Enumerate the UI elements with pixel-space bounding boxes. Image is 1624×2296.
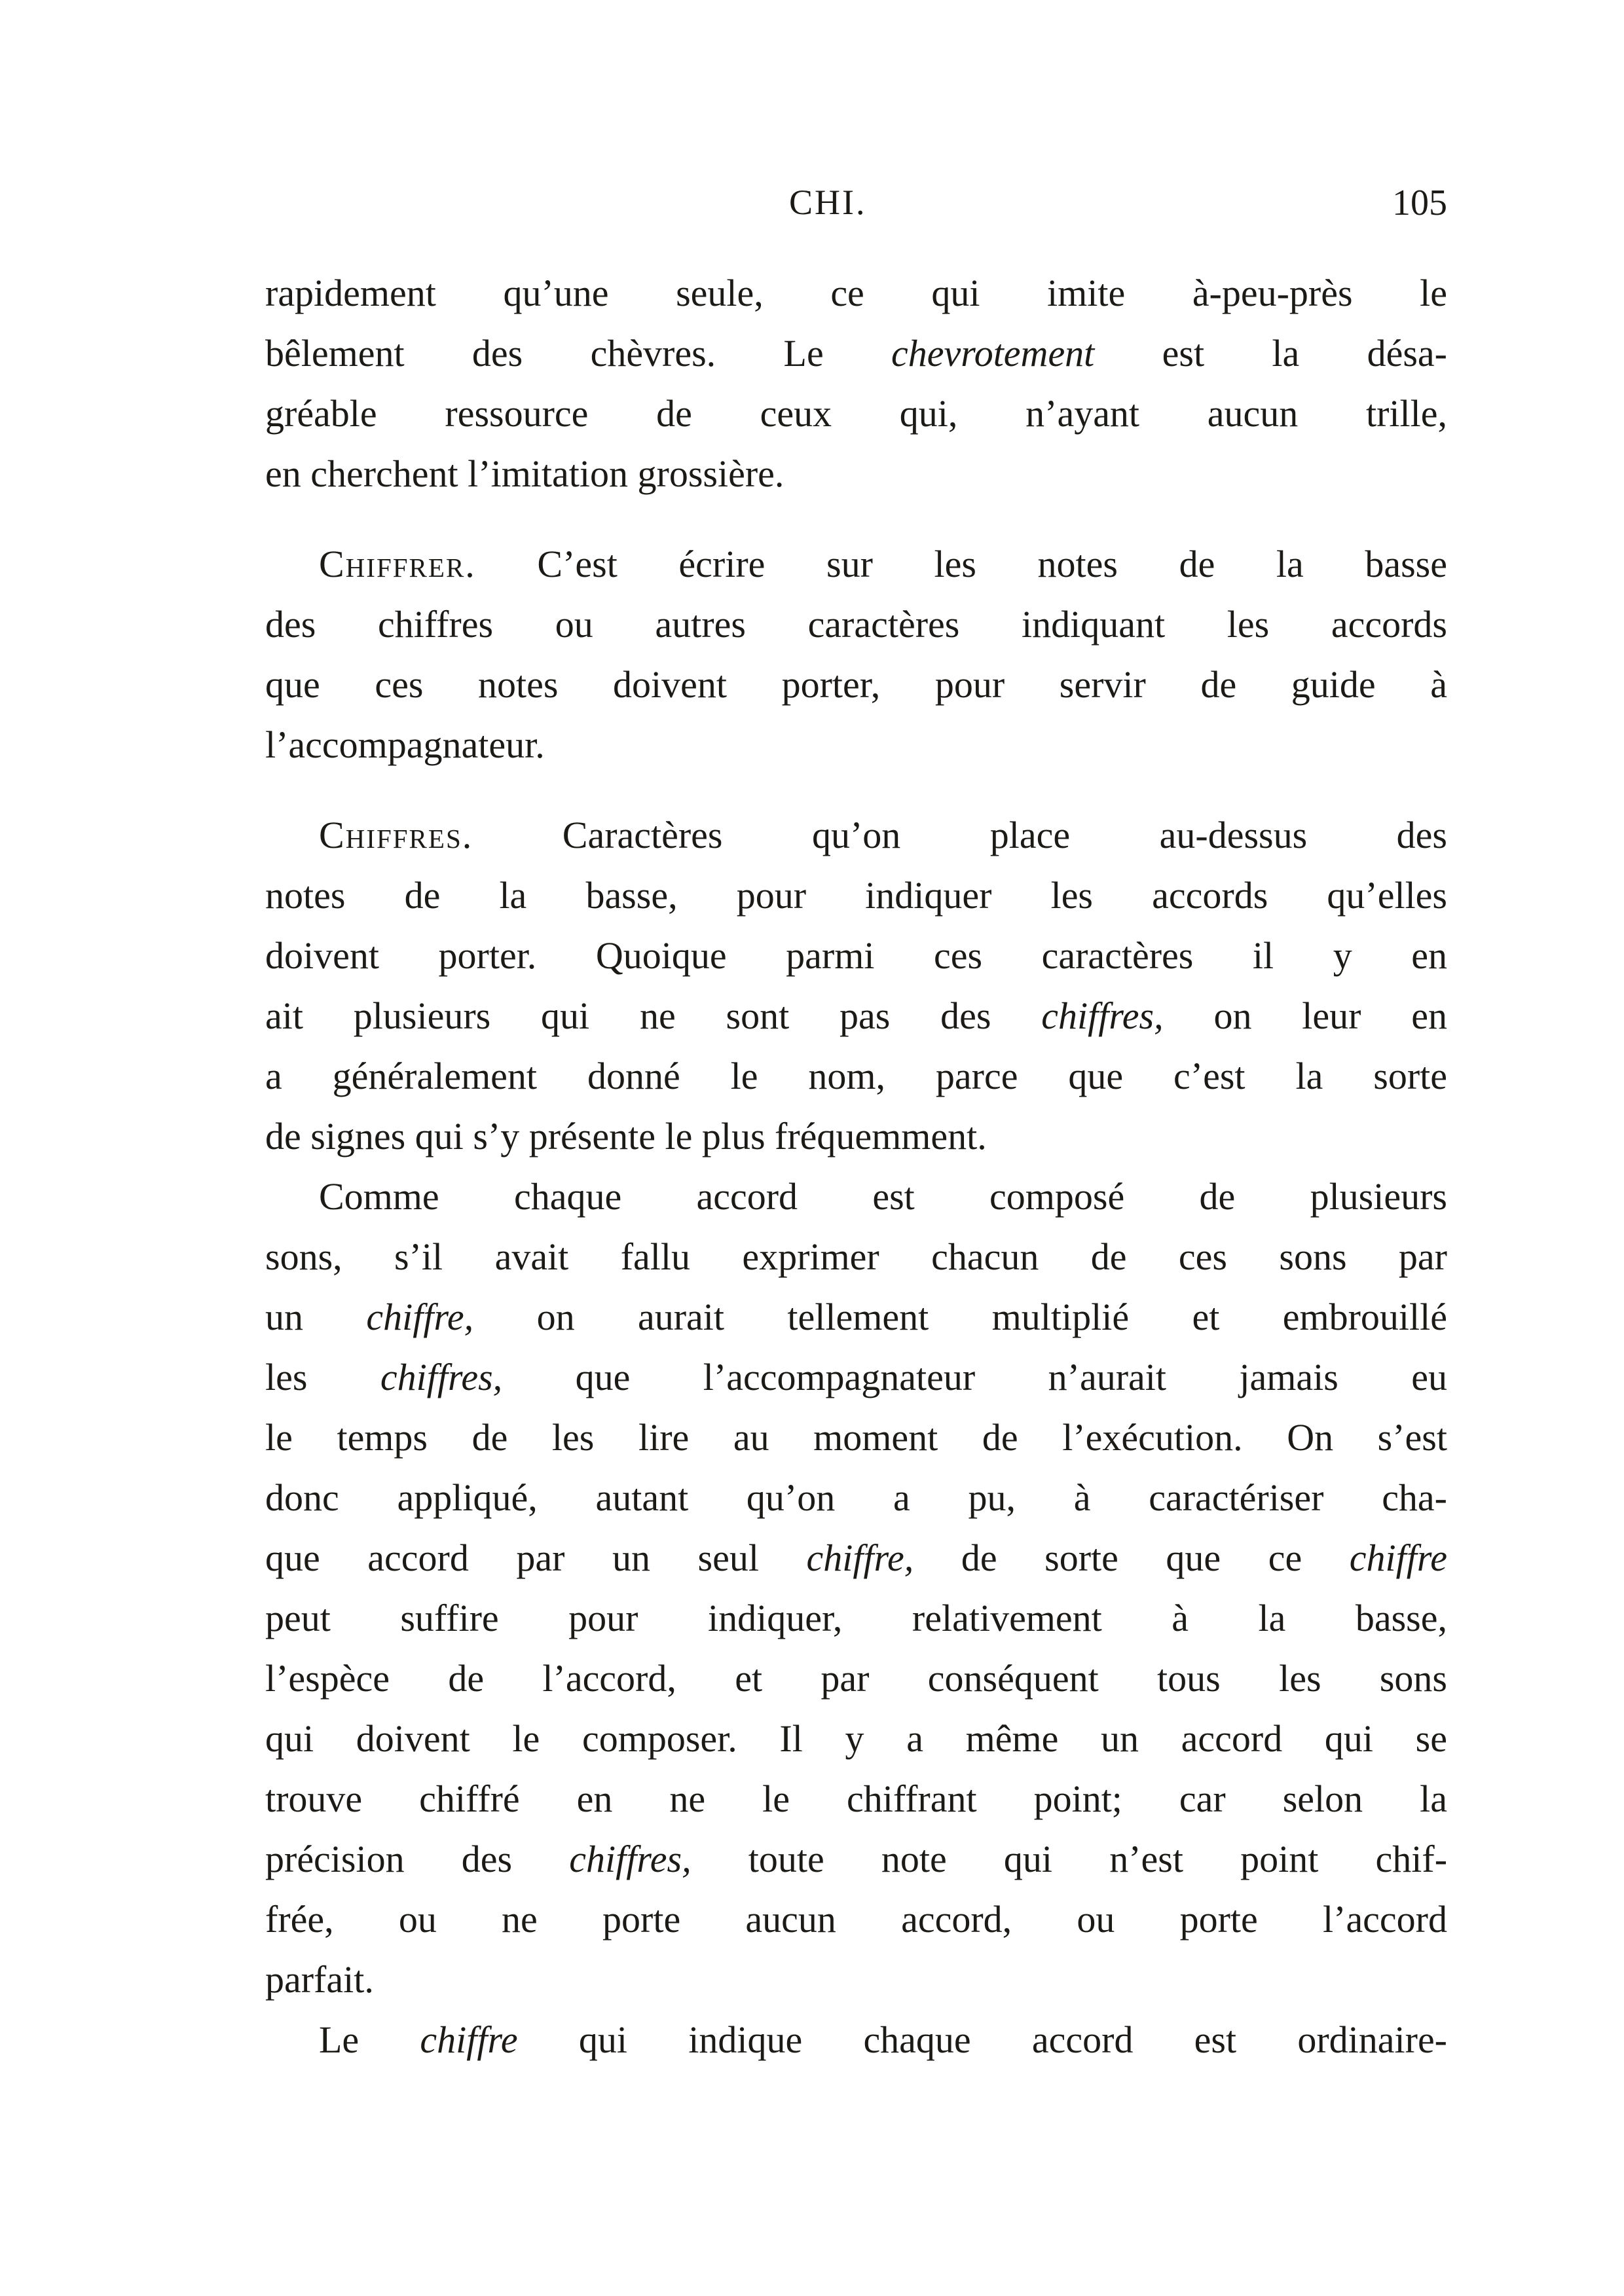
text-line: [265, 1588, 1447, 1649]
text-line: [265, 1106, 1447, 1167]
italic-term: chevrotement: [891, 332, 1095, 374]
text-line: [265, 1167, 1447, 1227]
text-line: [265, 1769, 1447, 1829]
text-line: [265, 1468, 1447, 1528]
text-line: [265, 323, 1447, 384]
line-text: des chiffres ou autres caractères indiquant les accords: [265, 603, 1447, 646]
line-text: ait plusieurs qui ne sont pas des chiffres, on leur en: [265, 994, 1447, 1037]
page-number: 105: [1392, 183, 1447, 223]
line-text: précision des chiffres, toute note qui n’est point chif-: [265, 1838, 1448, 1880]
text-line: [265, 805, 1447, 866]
entry-headword: Chiffres.: [319, 814, 473, 856]
text-line: [265, 866, 1447, 926]
running-head: CHI.: [789, 183, 867, 222]
text-line: [265, 1709, 1447, 1769]
italic-term: chiffres,: [569, 1838, 692, 1880]
line-text: Comme chaque accord est composé de plusieurs: [319, 1175, 1447, 1218]
text-line: [265, 1408, 1447, 1468]
page-header: [265, 182, 1447, 228]
text-line: [265, 444, 1447, 504]
entry-headword: Chiffrer.: [319, 543, 476, 585]
text-line: [265, 1347, 1447, 1408]
line-text: un chiffre, on aurait tellement multiplié et embrouillé: [265, 1296, 1448, 1338]
text-line: [265, 384, 1447, 444]
line-text: donc appliqué, autant qu’on a pu, à caractériser cha-: [265, 1476, 1447, 1519]
line-text: qui doivent le composer. Il y a même un accord qui se: [265, 1717, 1447, 1760]
text-line: [265, 715, 1447, 775]
body-text: [265, 263, 1447, 2070]
line-text: notes de la basse, pour indiquer les accords qu’elles: [265, 874, 1447, 917]
text-line: [265, 2010, 1447, 2070]
text-line: [265, 1287, 1447, 1347]
italic-term: chiffre: [420, 2018, 518, 2061]
text-line: [265, 926, 1447, 986]
line-text: Le chiffre qui indique chaque accord est ordinaire-: [319, 2018, 1447, 2061]
line-text: sons, s’il avait fallu exprimer chacun de ces sons par: [265, 1235, 1447, 1278]
line-text: Chiffrer. C’est écrire sur les notes de la basse: [319, 543, 1447, 585]
italic-term: chiffres,: [1041, 994, 1164, 1037]
line-text: gréable ressource de ceux qui, n’ayant aucun trille,: [265, 392, 1447, 435]
line-text: les chiffres, que l’accompagnateur n’aurait jamais eu: [265, 1356, 1447, 1398]
line-text: l’espèce de l’accord, et par conséquent tous les sons: [265, 1657, 1447, 1700]
line-text: que accord par un seul chiffre, de sorte que ce chiffre: [265, 1537, 1447, 1579]
text-line: [265, 1046, 1447, 1106]
line-text: peut suffire pour indiquer, relativement à la basse,: [265, 1597, 1447, 1639]
text-line: [265, 594, 1447, 655]
line-text: doivent porter. Quoique parmi ces caractères il y en: [265, 934, 1447, 977]
italic-term: chiffre,: [366, 1296, 474, 1338]
line-text: le temps de les lire au moment de l’exécution. On s’est: [265, 1416, 1447, 1459]
text-line: [265, 1649, 1447, 1709]
line-text: de signes qui s’y présente le plus fréquemment.: [265, 1115, 987, 1157]
line-text: rapidement qu’une seule, ce qui imite à-peu-près le: [265, 272, 1447, 314]
text-line: [265, 263, 1447, 323]
line-text: parfait.: [265, 1958, 374, 2001]
line-text: que ces notes doivent porter, pour servir de guide à: [265, 663, 1447, 706]
text-line: [265, 655, 1447, 715]
line-text: bêlement des chèvres. Le chevrotement est la désa-: [265, 332, 1447, 374]
text-line: [265, 1227, 1447, 1287]
italic-term: chiffre,: [806, 1537, 914, 1579]
line-text: en cherchent l’imitation grossière.: [265, 452, 784, 495]
line-text: a généralement donné le nom, parce que c’est la sorte: [265, 1055, 1447, 1097]
line-text: trouve chiffré en ne le chiffrant point; car selon la: [265, 1777, 1447, 1820]
text-line: [265, 1950, 1447, 2010]
text-line: [265, 1528, 1447, 1588]
italic-term: chiffre: [1349, 1537, 1447, 1579]
line-text: Chiffres. Caractères qu’on place au-dessus des: [319, 814, 1447, 856]
line-text: l’accompagnateur.: [265, 723, 545, 766]
italic-term: chiffres,: [380, 1356, 503, 1398]
text-line: [265, 986, 1447, 1046]
text-line: [265, 1889, 1447, 1950]
text-line: [265, 1829, 1447, 1889]
text-line: [265, 534, 1447, 594]
line-text: frée, ou ne porte aucun accord, ou porte l’accord: [265, 1898, 1447, 1941]
